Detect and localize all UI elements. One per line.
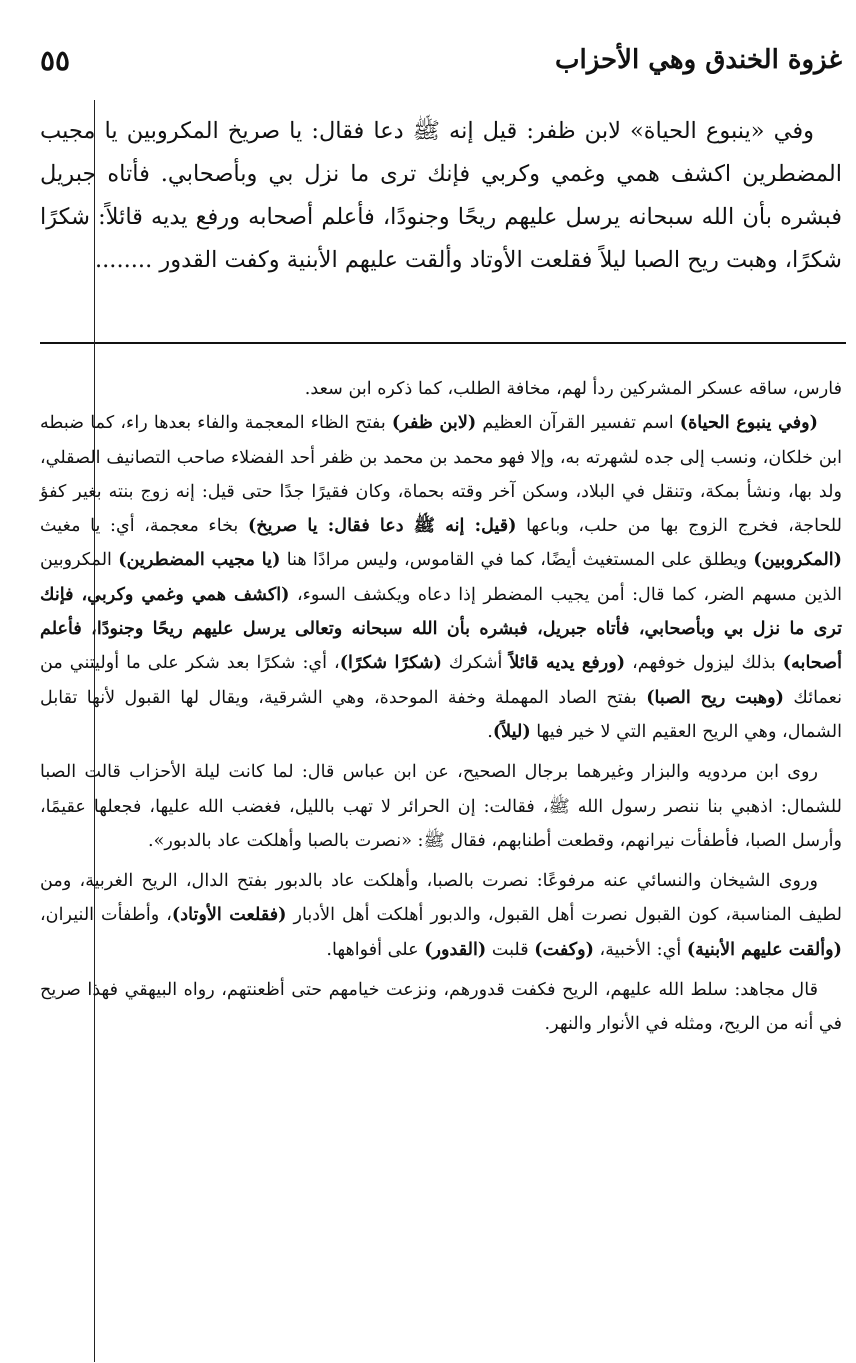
comment-text: أي: الأخبية، <box>593 939 687 960</box>
quote-text: (اكشف همي وغمي وكربي، فإنك ترى ما نزل بي وبأصحابي، فأتاه جبريل، فبشره بأن الله سبحانه وتعالى يرسل عليهم ريحًا وجنودًا، فأعلم أصحابه) <box>40 583 842 674</box>
comment-text: بذلك ليزول خوفهم، <box>625 653 783 674</box>
comment-text: على أفواهها. <box>326 939 425 960</box>
comment-text: ، أي: شكرًا بعد شكر على ما أوليتني من نعمائك <box>40 653 843 708</box>
comment-text: ويطلق على المستغيث أيضًا، كما في القاموس، وليس مرادًا هنا <box>280 550 754 571</box>
quote-text: (المكروبين) <box>753 549 843 571</box>
running-header <box>40 40 842 80</box>
quote-text: (ليلاً) <box>492 720 531 742</box>
comment-text: اسم تفسير القرآن العظيم <box>476 413 680 434</box>
comment-text: بفتح الظاء المعجمة والفاء بعدها راء، كما ضبطه ابن خلكان، ونسب إلى جده لشهرته به، وإلا فهو محمد بن محمد بن ظفر أحد الفضلاء صاحب التصانيف الصقلي، ولد بها، ونشأ بمكة، وتنقل في البلاد، وسكن آخر وقته بحماة، وكان فقيرًا جدًا حتى قيل: إنه زوج بنته بغير كفؤ للحاجة، فخرج الزوج بها من حلب، وباعها <box>40 413 842 537</box>
commentary-paragraph-3: روى ابن مردويه والبزار وغيرهما برجال الصحيح، عن ابن عباس قال: لما كانت ليلة الأحزاب قالت الصبا للشمال: اذهبي بنا ننصر رسول الله ﷺ، فقالت: إن الحرائر لا تهب بالليل، فغضب الله عليها، فجعلها عقيمًا، وأرسل الصبا، فأطفأت نيرانهم، وقطعت أطنابهم، فقال ﷺ: «نصرت بالصبا وأهلكت عاد بالدبور». <box>40 762 842 851</box>
commentary-paragraph-2 <box>40 406 842 749</box>
quote-text: (وفي ينبوع الحياة) <box>679 412 818 434</box>
quote-text: (قيل: إنه ﷺ دعا فقال: يا صريخ) <box>247 515 517 537</box>
comment-text: ، وأطفأت النيران، <box>40 905 172 926</box>
quote-text: (وألقت عليهم الأبنية) <box>686 938 842 960</box>
quote-text: (وهبت ريح الصبا) <box>646 686 784 708</box>
quote-text: (لابن ظفر) <box>391 412 477 434</box>
quote-text: (القدور) <box>424 938 487 960</box>
quote-text: (فقلعت الأوتاد) <box>171 904 287 926</box>
commentary <box>40 372 842 1042</box>
comment-text: أشكرك <box>441 653 510 674</box>
comment-text: . <box>487 721 493 742</box>
main-text <box>40 110 842 282</box>
commentary-paragraph-1: فارس، ساقه عسكر المشركين ردأ لهم، مخافة الطلب، كما ذكره ابن سعد. <box>304 379 842 399</box>
comment-text: المكروبين الذين مسهم الضر، كما قال: أمن يجيب المضطر إذا دعاه ويكشف السوء، <box>40 550 842 605</box>
page-number: ٥٥ <box>40 43 71 77</box>
main-paragraph: وفي «ينبوع الحياة» لابن ظفر: قيل إنه ﷺ دعا فقال: يا صريخ المكروبين يا مجيب المضطرين اكشف همي وغمي وكربي فإنك ترى ما نزل بي وبأصحابي. فأتاه جبريل فبشره بأن الله سبحانه يرسل عليهم ريحًا وجنودًا، فأعلم أصحابه ورفع يديه قائلاً: شكرًا شكرًا، وهبت ريح الصبا ليلاً فقلعت الأوتاد وألقت عليهم الأبنية وكفت القدور ........ <box>40 118 842 273</box>
comment-text: وروى الشيخان والنسائي عنه مرفوعًا: نصرت بالصبا، وأهلكت عاد بالدبور بفتح الدال، الريح الغربية، ومن لطيف المناسبة، كون القبول نصرت أهل القبول، والدبور أهلكت أهل الأدبار <box>40 871 842 926</box>
commentary-paragraph-5: قال مجاهد: سلط الله عليهم، الريح فكفت قدورهم، ونزعت خيامهم حتى أظعنتهم، رواه البيهقي فهذا صريح في أنه من الريح، ومثله في الأنوار والنهر. <box>40 980 842 1035</box>
quote-text: (ورفع يديه قائلاً <box>509 652 626 674</box>
comment-text: بفتح الصاد المهملة وخفة الموحدة، وهي الشرقية، ويقال لها القبول لأنها تقابل الشمال، وهي الريح العقيم التي لا خير فيها <box>40 687 842 742</box>
quote-text: (وكفت) <box>534 938 594 960</box>
comment-text: قلبت <box>486 939 535 960</box>
running-title: غزوة الخندق وهي الأحزاب <box>555 45 842 75</box>
comment-text: بخاء معجمة، أي: يا مغيث <box>40 516 248 537</box>
quote-text: (يا مجيب المضطرين) <box>118 549 281 571</box>
separator-rule <box>40 342 846 344</box>
commentary-paragraph-4 <box>40 864 842 967</box>
quote-text: (شكرًا شكرًا) <box>339 652 442 674</box>
